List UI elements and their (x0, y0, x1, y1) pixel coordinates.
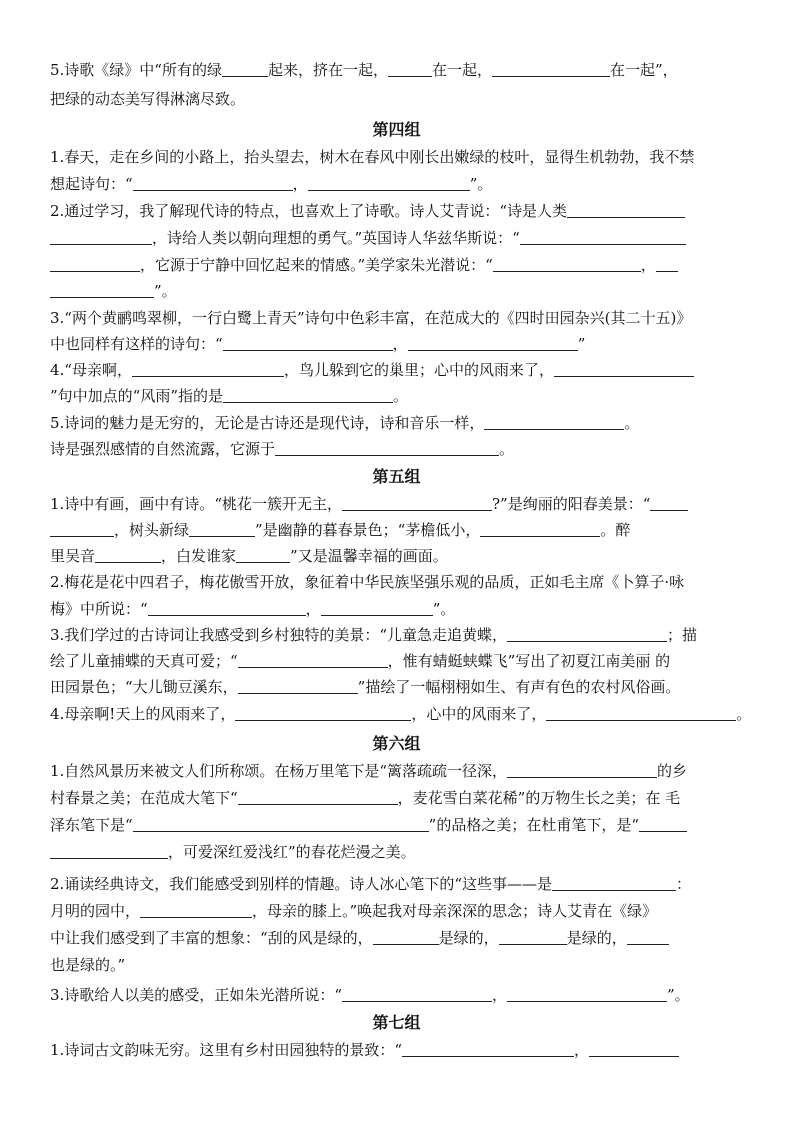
g6-item-3: 3.诗歌给人以美的感受，正如朱光潜所说：“ ， ”。 (50, 986, 690, 1004)
answer-blank[interactable] (656, 255, 678, 272)
answer-blank[interactable] (50, 281, 154, 298)
answer-blank[interactable] (342, 985, 492, 1002)
g5-item-1-line-1: 1.诗中有画，画中有诗。“桃花一簇开无主， ?”是绚丽的阳春美景：“ (50, 494, 750, 514)
g5-item-4: 4.母亲啊!天上的风雨来了， ，心中的风雨来了， 。 (50, 705, 752, 723)
answer-blank[interactable] (140, 901, 252, 918)
answer-blank[interactable] (408, 334, 578, 351)
g4-item-5-line-1: 5.诗词的魅力是无穷的，无论是古诗还是现代诗，诗和音乐一样， 。 (50, 414, 640, 432)
answer-blank[interactable] (507, 761, 657, 778)
answer-blank[interactable] (308, 174, 470, 191)
answer-blank[interactable] (554, 360, 694, 377)
answer-blank[interactable] (132, 360, 284, 377)
answer-blank[interactable] (639, 815, 687, 832)
answer-blank[interactable] (223, 334, 393, 351)
answer-blank[interactable] (236, 546, 290, 563)
g4-item-2-line-2: ，诗给人类以朝向理想的勇气。”英国诗人华兹华斯说：“ (50, 228, 750, 248)
answer-blank[interactable] (650, 494, 688, 511)
g5-item-1-line-3: 里吴音 ，白发谁家 ”又是温馨幸福的画面。 (50, 547, 448, 565)
answer-blank[interactable] (238, 788, 398, 805)
answer-blank[interactable] (222, 60, 268, 77)
g4-item-1-line-1: 1.春天，走在乡间的小路上，抬头望去，树木在春风中刚长出嫩绿的枝叶，显得生机勃勃，我不禁 (50, 148, 695, 166)
g6-item-1-line-1: 1.自然风景历来被文人们所称颂。在杨万里笔下是“篱落疏疏一径深， 的乡 (50, 762, 687, 780)
answer-blank[interactable] (546, 704, 736, 721)
g4-item-2-line-3: ，它源于宁静中回忆起来的情感。”美学家朱光潜说：“ ， (50, 255, 750, 275)
answer-blank[interactable] (567, 201, 685, 218)
g4-item-3-line-1: 3.“两个黄鹂鸣翠柳，一行白鹭上青天”诗句中色彩丰富，在范成大的《四时田园杂兴(其二十五)》 (50, 309, 692, 327)
g5-item-3-line-1: 3.我们学过的古诗词让我感受到乡村独特的美景：“儿童急走追黄蝶， ；描 (50, 626, 697, 644)
answer-blank[interactable] (275, 439, 499, 456)
answer-blank[interactable] (321, 599, 433, 616)
group-6-heading: 第六组 (372, 734, 421, 753)
g4-item-4-line-2: ”句中加点的“风雨”指的是 。 (50, 387, 409, 405)
answer-blank[interactable] (238, 677, 358, 694)
answer-blank[interactable] (627, 928, 669, 945)
answer-blank[interactable] (50, 255, 140, 272)
answer-blank[interactable] (148, 599, 306, 616)
g4-item-2-line-1: 2.通过学习，我了解现代诗的特点，也喜欢上了诗歌。诗人艾青说：“诗是人类 (50, 201, 750, 221)
g4-item-5-line-2: 诗是强烈感情的自然流露，它源于 。 (50, 440, 515, 458)
group-7-heading: 第七组 (372, 1013, 421, 1032)
answer-blank[interactable] (95, 546, 161, 563)
answer-blank[interactable] (552, 874, 676, 891)
g7-item-1: 1.诗词古文韵味无穷。这里有乡村田园独特的景致：“ ， (50, 1040, 750, 1060)
answer-blank[interactable] (492, 60, 610, 77)
group-4-heading: 第四组 (372, 120, 421, 139)
answer-blank[interactable] (342, 494, 492, 511)
g6-item-1-line-3: 泽东笔下是“ ”的品格之美；在杜甫笔下，是“ (50, 815, 750, 835)
answer-blank[interactable] (50, 520, 114, 537)
answer-blank[interactable] (133, 815, 429, 832)
item-5-line-1: 5.诗歌《绿》中“所有的绿 起来，挤在一起， 在一起， 在一起”， (50, 61, 678, 79)
answer-blank[interactable] (133, 174, 293, 191)
g5-item-3-line-3: 田园景色；“大儿锄豆溪东， ”描绘了一幅栩栩如生、有声有色的农村风俗画。 (50, 678, 681, 696)
answer-blank[interactable] (507, 985, 667, 1002)
answer-blank[interactable] (189, 520, 255, 537)
g4-item-2-line-4: ”。 (50, 281, 750, 301)
answer-blank[interactable] (493, 255, 641, 272)
g6-item-2-line-4: 也是绿的。” (50, 956, 126, 974)
answer-blank[interactable] (499, 928, 567, 945)
answer-blank[interactable] (388, 60, 432, 77)
answer-blank[interactable] (480, 520, 600, 537)
g6-item-2-line-2: 月明的园中， ，母亲的膝上。”唤起我对母亲深深的思念；诗人艾青在《绿》 (50, 902, 658, 920)
answer-blank[interactable] (223, 386, 393, 403)
answer-blank[interactable] (235, 704, 411, 721)
answer-blank[interactable] (402, 1040, 574, 1057)
g5-item-2-line-2: 梅》中所说：“ ， ”。 (50, 600, 456, 618)
g4-item-3-line-2: 中也同样有这样的诗句：“ ， ” (50, 335, 586, 353)
g5-item-1-line-2: ，树头新绿 ”是幽静的暮春景色；“茅檐低小， 。醉 (50, 520, 750, 540)
group-5-heading: 第五组 (372, 467, 421, 486)
g6-item-1-line-2: 村春景之美；在范成大笔下“ ，麦花雪白菜花稀”的万物生长之美；在 毛 (50, 789, 681, 807)
g6-item-1-line-4: ，可爱深红爱浅红”的春花烂漫之美。 (50, 842, 750, 862)
answer-blank[interactable] (484, 413, 624, 430)
item-5-line-2: 把绿的动态美写得淋漓尽致。 (50, 90, 246, 108)
g4-item-1-line-2: 想起诗句：“ ， ”。 (50, 175, 493, 193)
answer-blank[interactable] (520, 228, 686, 245)
answer-blank[interactable] (50, 228, 152, 245)
answer-blank[interactable] (589, 1040, 679, 1057)
g6-item-2-line-1: 2.诵读经典诗文，我们能感受到别样的情趣。诗人冰心笔下的“这些事——是 ： (50, 875, 691, 893)
answer-blank[interactable] (50, 842, 168, 859)
answer-blank[interactable] (238, 651, 388, 668)
g4-item-4-line-1: 4.“母亲啊， ，鸟儿躲到它的巢里；心中的风雨来了， (50, 360, 750, 380)
g6-item-2-line-3: 中让我们感受到了丰富的想象：“刮的风是绿的， 是绿的， 是绿的， (50, 928, 750, 948)
answer-blank[interactable] (507, 625, 667, 642)
answer-blank[interactable] (373, 928, 439, 945)
g5-item-3-line-2: 绘了儿童捕蝶的天真可爱；“ ，惟有蜻蜓蛱蝶飞”写出了初夏江南美丽 的 (50, 652, 671, 670)
g5-item-2-line-1: 2.梅花是花中四君子，梅花傲雪开放，象征着中华民族坚强乐观的品质，正如毛主席《卜算子·咏 (50, 573, 685, 591)
